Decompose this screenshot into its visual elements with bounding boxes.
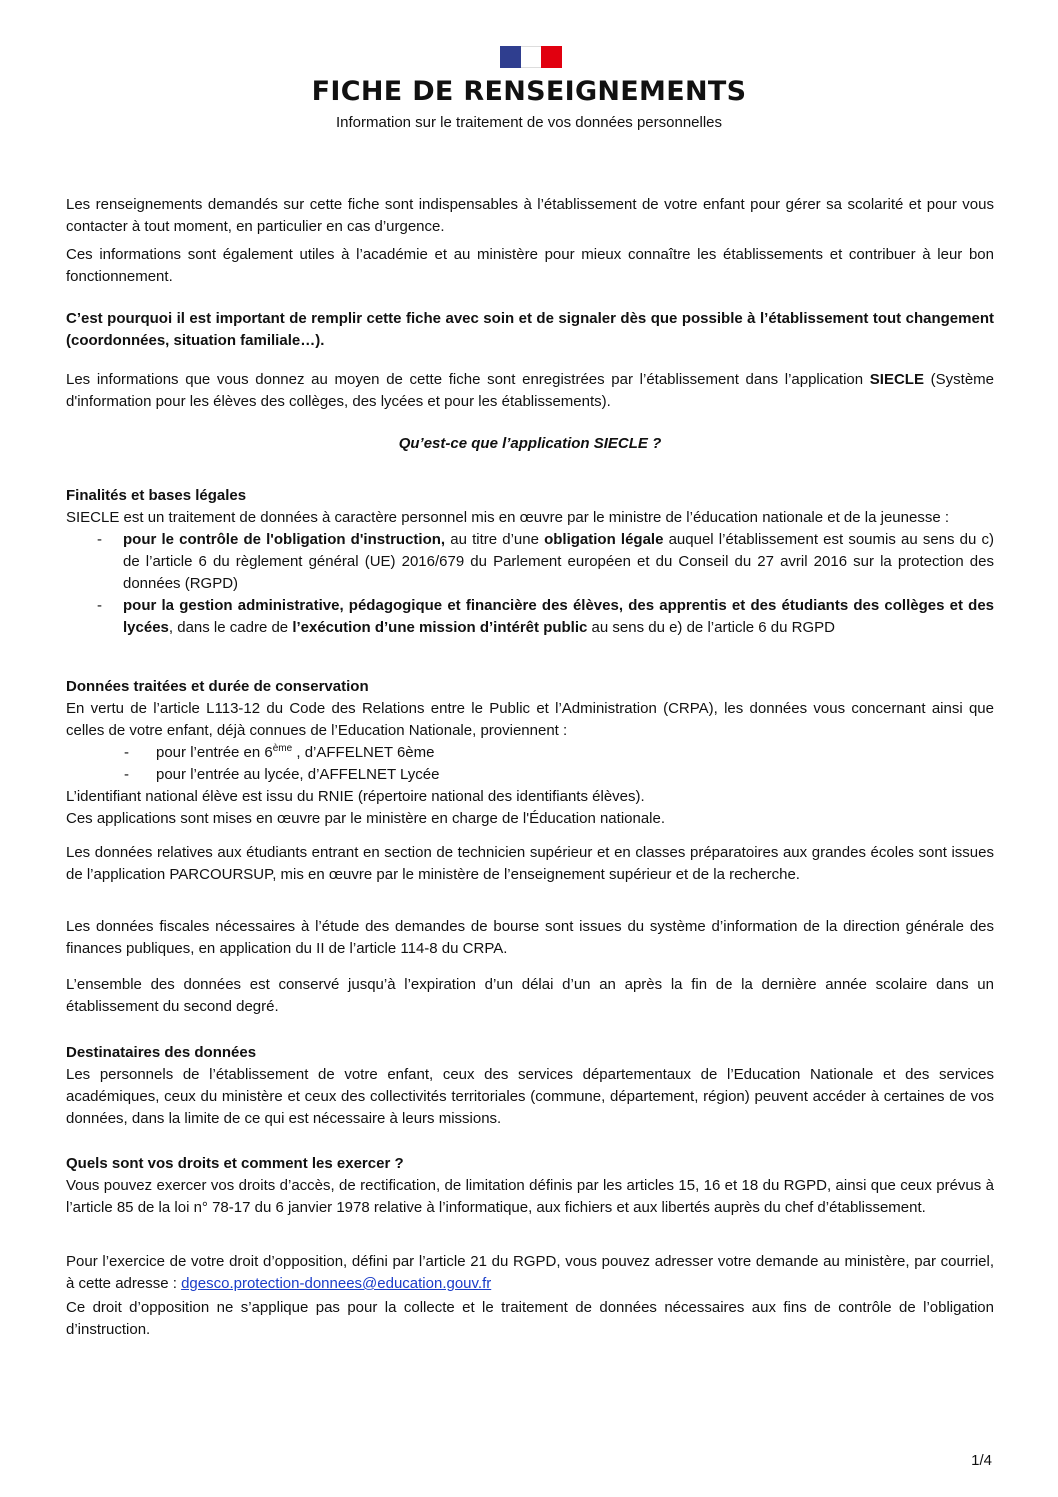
- intro-paragraph-1: Les renseignements demandés sur cette fiche sont indispensables à l’établissement de votre enfant pour gérer sa scolarité et pour vous contacter à tout moment, en particulier en cas d’urgence.: [66, 196, 994, 235]
- page-title: FICHE DE RENSEIGNEMENTS: [311, 76, 747, 107]
- donnees-paragraph-parcoursup: Les données relatives aux étudiants entrant en section de technicien supérieur et en classes préparatoires aux grandes écoles sont issues de l’application PARCOURSUP, mis en œuvre par le ministère de l’enseignement supérieur et de la recherche.: [66, 844, 994, 883]
- droits-paragraph-opposition: Pour l’exercice de votre droit d’opposition, défini par l’article 21 du RGPD, vous pouvez adresser votre demande au ministère, par courriel, à cette adresse : dgesco.protection-donnees@education.gouv.fr: [66, 1253, 994, 1292]
- droits-paragraph-1: Vous pouvez exercer vos droits d’accès, de rectification, de limitation définis par les articles 15, 16 et 18 du RGPD, ainsi que ceux prévus à l’article 85 de la loi n° 78-17 du 6 janvier 1978 relative à l’informatique, aux fichiers et aux libertés auprès du chef d’établissement.: [66, 1177, 994, 1216]
- page-number: 1/4: [971, 1452, 992, 1469]
- donnees-text: En vertu de l’article L113-12 du Code des Relations entre le Public et l’Administration (CRPA), les données vous concernant ainsi que celles de votre enfant, déjà connues de l’Education Nationale, proviennent :: [66, 700, 994, 739]
- email-link[interactable]: dgesco.protection-donnees@education.gouv.fr: [181, 1275, 492, 1292]
- droits-paragraph-3: Ce droit d’opposition ne s’applique pas pour la collecte et le traitement de données nécessaires aux fins de contrôle de l’obligation d’instruction.: [66, 1299, 994, 1338]
- section-heading-destinataires: Destinataires des données: [66, 1044, 257, 1061]
- page-subtitle: Information sur le traitement de vos données personnelles: [335, 114, 723, 131]
- destinataires-text: Les personnels de l’établissement de votre enfant, ceux des services départementaux de l’Education Nationale et des services académiques, ceux du ministère et ceux des collectivités territoriales (commune, département, région) peuvent accéder à certaines de vos données, dans la limite de ce qui est nécessaire à leurs missions.: [66, 1066, 994, 1127]
- donnees-list: [66, 742, 994, 786]
- donnees-line-rnie: L’identifiant national élève est issu du RNIE (répertoire national des identifiants élèves).: [66, 788, 645, 805]
- intro-important-notice: C’est pourquoi il est important de remplir cette fiche avec soin et de signaler dès que possible à l’établissement tout changement (coordonnées, situation familiale…).: [66, 310, 994, 349]
- section-heading-droits: Quels sont vos droits et comment les exercer ?: [66, 1155, 404, 1172]
- finalites-list: [66, 529, 994, 639]
- finalites-text: SIECLE est un traitement de données à caractère personnel mis en œuvre par le ministre de l’éducation nationale et de la jeunesse :: [66, 509, 950, 526]
- donnees-paragraph-conservation: L’ensemble des données est conservé jusqu’à l’expiration d’un délai d’un an après la fin de la dernière année scolaire dans un établissement du second degré.: [66, 976, 994, 1015]
- section-heading-donnees: Données traitées et durée de conservation: [66, 678, 369, 695]
- french-republic-flag-icon: [500, 46, 562, 68]
- list-item: - pour l’entrée en 6ème , d’AFFELNET 6ème: [66, 742, 994, 764]
- intro-paragraph-2: Ces informations sont également utiles à l’académie et au ministère pour mieux connaître les établissements et contribuer à leur bon fonctionnement.: [66, 246, 994, 285]
- list-item: - pour l’entrée au lycée, d’AFFELNET Lycée: [66, 764, 994, 786]
- donnees-line-ministere: Ces applications sont mises en œuvre par le ministère en charge de l'Éducation nationale.: [66, 810, 666, 827]
- section-heading-finalites: Finalités et bases légales: [66, 487, 247, 504]
- donnees-paragraph-fiscales: Les données fiscales nécessaires à l’étude des demandes de bourse sont issues du système d’information de la direction générale des finances publiques, en application du II de l’article 114-8 du CRPA.: [66, 918, 994, 957]
- list-item: - pour le contrôle de l'obligation d'instruction, au titre d’une obligation légale auquel l’établissement est soumis au sens du c) de l’article 6 du règlement général (UE) 2016/679 du Parlement européen et du Conseil du 27 avril 2016 sur la protection des données (RGPD): [66, 529, 994, 595]
- list-item: - pour la gestion administrative, pédagogique et financière des élèves, des apprentis et des étudiants des collèges et des lycées, dans le cadre de l’exécution d’une mission d’intérêt public au sens du e) de l’article 6 du RGPD: [66, 595, 994, 639]
- intro-paragraph-siecle: Les informations que vous donnez au moyen de cette fiche sont enregistrées par l’établissement dans l’application SIECLE (Système d'information pour les élèves des collèges, des lycées et pour les établissements).: [66, 371, 994, 410]
- siecle-question: Qu’est-ce que l’application SIECLE ?: [398, 435, 662, 452]
